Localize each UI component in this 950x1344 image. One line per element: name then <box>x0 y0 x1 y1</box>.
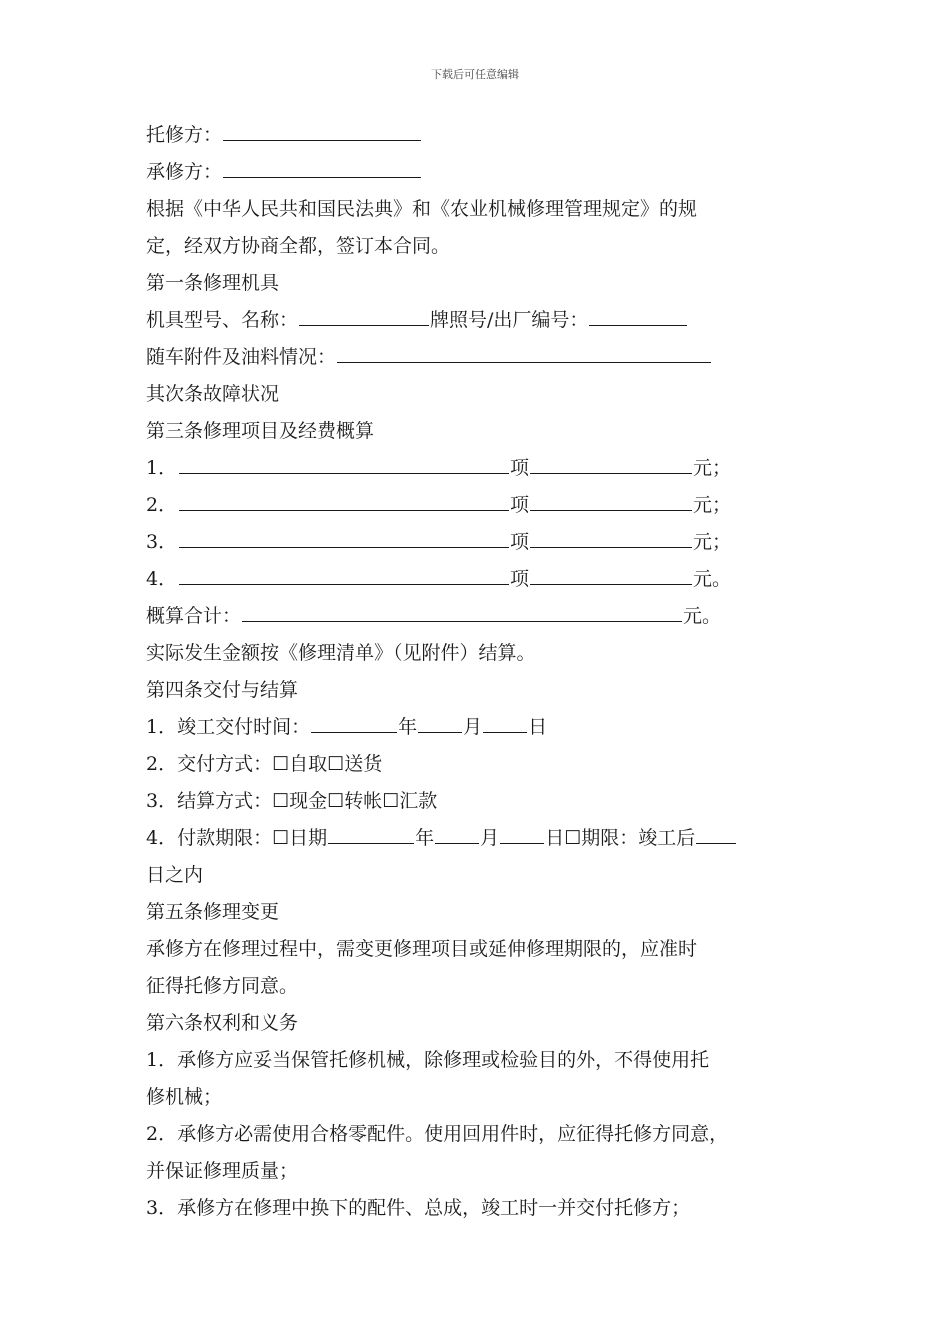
plate-number-blank[interactable] <box>589 302 687 326</box>
item-name-blank[interactable] <box>179 524 509 548</box>
item-cost-blank[interactable] <box>530 450 692 474</box>
year-blank[interactable] <box>311 709 397 733</box>
article-6-clause-1a: 1．承修方应妥当保管托修机械，除修理或检验目的外，不得使用托 <box>146 1049 710 1071</box>
party-b-line <box>146 154 826 191</box>
item-unit: 项 <box>510 457 530 479</box>
checkbox-icon[interactable]: ☐ <box>564 827 582 849</box>
day-label: 日 <box>528 716 548 738</box>
year-label: 年 <box>398 716 418 738</box>
checkbox-icon[interactable]: ☐ <box>327 753 345 775</box>
article-6-clause-2b: 并保证修理质量； <box>146 1160 299 1182</box>
payment-method-label: 3．结算方式： <box>146 790 273 812</box>
month-blank[interactable] <box>418 709 462 733</box>
total-line <box>146 598 826 635</box>
remittance-option: 汇款 <box>399 790 438 812</box>
completion-date-label: 1．竣工交付时间： <box>146 716 311 738</box>
machine-model-blank[interactable] <box>299 302 429 326</box>
period-option: 期限：竣工后 <box>581 827 696 849</box>
item-cost-blank[interactable] <box>530 561 692 585</box>
transfer-option: 转帐 <box>344 790 383 812</box>
checkbox-icon[interactable]: ☐ <box>272 753 290 775</box>
cost-unit: 元； <box>693 457 732 479</box>
party-b-blank[interactable] <box>223 154 421 178</box>
item-name-blank[interactable] <box>179 487 509 511</box>
party-a-label: 托修方： <box>146 124 223 146</box>
machine-model-label: 机具型号、名称： <box>146 309 299 331</box>
completion-date-line <box>146 709 826 746</box>
article-3-title: 第三条修理项目及经费概算 <box>146 420 375 442</box>
cost-unit: 元； <box>693 531 732 553</box>
item-cost-blank[interactable] <box>530 524 692 548</box>
year-label: 年 <box>415 827 435 849</box>
article-6-clause-3: 3．承修方在修理中换下的配件、总成，竣工时一并交付托修方； <box>146 1197 691 1219</box>
checkbox-icon[interactable]: ☐ <box>272 827 290 849</box>
delivery-method-label: 2．交付方式： <box>146 753 273 775</box>
checkbox-icon[interactable]: ☐ <box>327 790 345 812</box>
article-6-clause-1b: 修机械； <box>146 1086 223 1108</box>
article-5-title: 第五条修理变更 <box>146 901 280 923</box>
article-2-title: 其次条故障状况 <box>146 383 280 405</box>
article-4-title: 第四条交付与结算 <box>146 679 299 701</box>
total-label: 概算合计： <box>146 605 242 627</box>
item-unit: 项 <box>510 494 530 516</box>
delivery-option: 送货 <box>344 753 383 775</box>
item-name-blank[interactable] <box>179 450 509 474</box>
delivery-method-line <box>146 746 826 783</box>
day-label: 日 <box>545 827 565 849</box>
party-a-line <box>146 117 826 154</box>
repair-item-row <box>146 450 826 487</box>
intro-text-2: 定，经双方协商全都，签订本合同。 <box>146 235 451 257</box>
checkbox-icon[interactable]: ☐ <box>382 790 400 812</box>
payment-term-line <box>146 820 826 857</box>
settlement-note: 实际发生金额按《修理清单》（见附件）结算。 <box>146 642 536 664</box>
total-blank[interactable] <box>242 598 682 622</box>
article-6-title: 第六条权利和义务 <box>146 1012 299 1034</box>
party-a-blank[interactable] <box>223 117 421 141</box>
item-name-blank[interactable] <box>179 561 509 585</box>
day-blank[interactable] <box>483 709 527 733</box>
checkbox-icon[interactable]: ☐ <box>272 790 290 812</box>
month-blank[interactable] <box>435 820 479 844</box>
repair-item-row <box>146 524 826 561</box>
total-unit: 元。 <box>683 605 722 627</box>
month-label: 月 <box>480 827 500 849</box>
intro-text-1: 根据《中华人民共和国民法典》和《农业机械修理管理规定》的规 <box>146 198 698 220</box>
plate-number-label: 牌照号/出厂编号： <box>430 309 589 331</box>
self-pickup-option: 自取 <box>289 753 328 775</box>
cash-option: 现金 <box>289 790 328 812</box>
party-b-label: 承修方： <box>146 161 223 183</box>
days-blank[interactable] <box>696 820 736 844</box>
article-1-title: 第一条修理机具 <box>146 272 280 294</box>
cost-unit: 元。 <box>693 568 732 590</box>
item-number: 3． <box>146 531 178 553</box>
year-blank[interactable] <box>328 820 414 844</box>
payment-term-tail: 日之内 <box>146 864 204 886</box>
item-cost-blank[interactable] <box>530 487 692 511</box>
item-unit: 项 <box>510 568 530 590</box>
article-6-clause-2a: 2．承修方必需使用合格零配件。使用回用件时，应征得托修方同意， <box>146 1123 729 1145</box>
day-blank[interactable] <box>500 820 544 844</box>
article-5-text-2: 征得托修方同意。 <box>146 975 299 997</box>
page-header: 下载后可任意编辑 <box>431 68 519 81</box>
cost-unit: 元； <box>693 494 732 516</box>
accessory-line <box>146 339 826 376</box>
article-5-text-1: 承修方在修理过程中，需变更修理项目或延伸修理期限的，应准时 <box>146 938 698 960</box>
item-number: 4． <box>146 568 178 590</box>
payment-method-line <box>146 783 826 820</box>
item-number: 2． <box>146 494 178 516</box>
accessory-blank[interactable] <box>337 339 711 363</box>
repair-item-row <box>146 487 826 524</box>
item-number: 1． <box>146 457 178 479</box>
machine-model-line <box>146 302 826 339</box>
repair-item-row <box>146 561 826 598</box>
month-label: 月 <box>463 716 483 738</box>
accessory-label: 随车附件及油料情况： <box>146 346 337 368</box>
contract-body <box>146 117 826 1227</box>
item-unit: 项 <box>510 531 530 553</box>
payment-term-label: 4．付款期限： <box>146 827 273 849</box>
date-option: 日期 <box>289 827 328 849</box>
